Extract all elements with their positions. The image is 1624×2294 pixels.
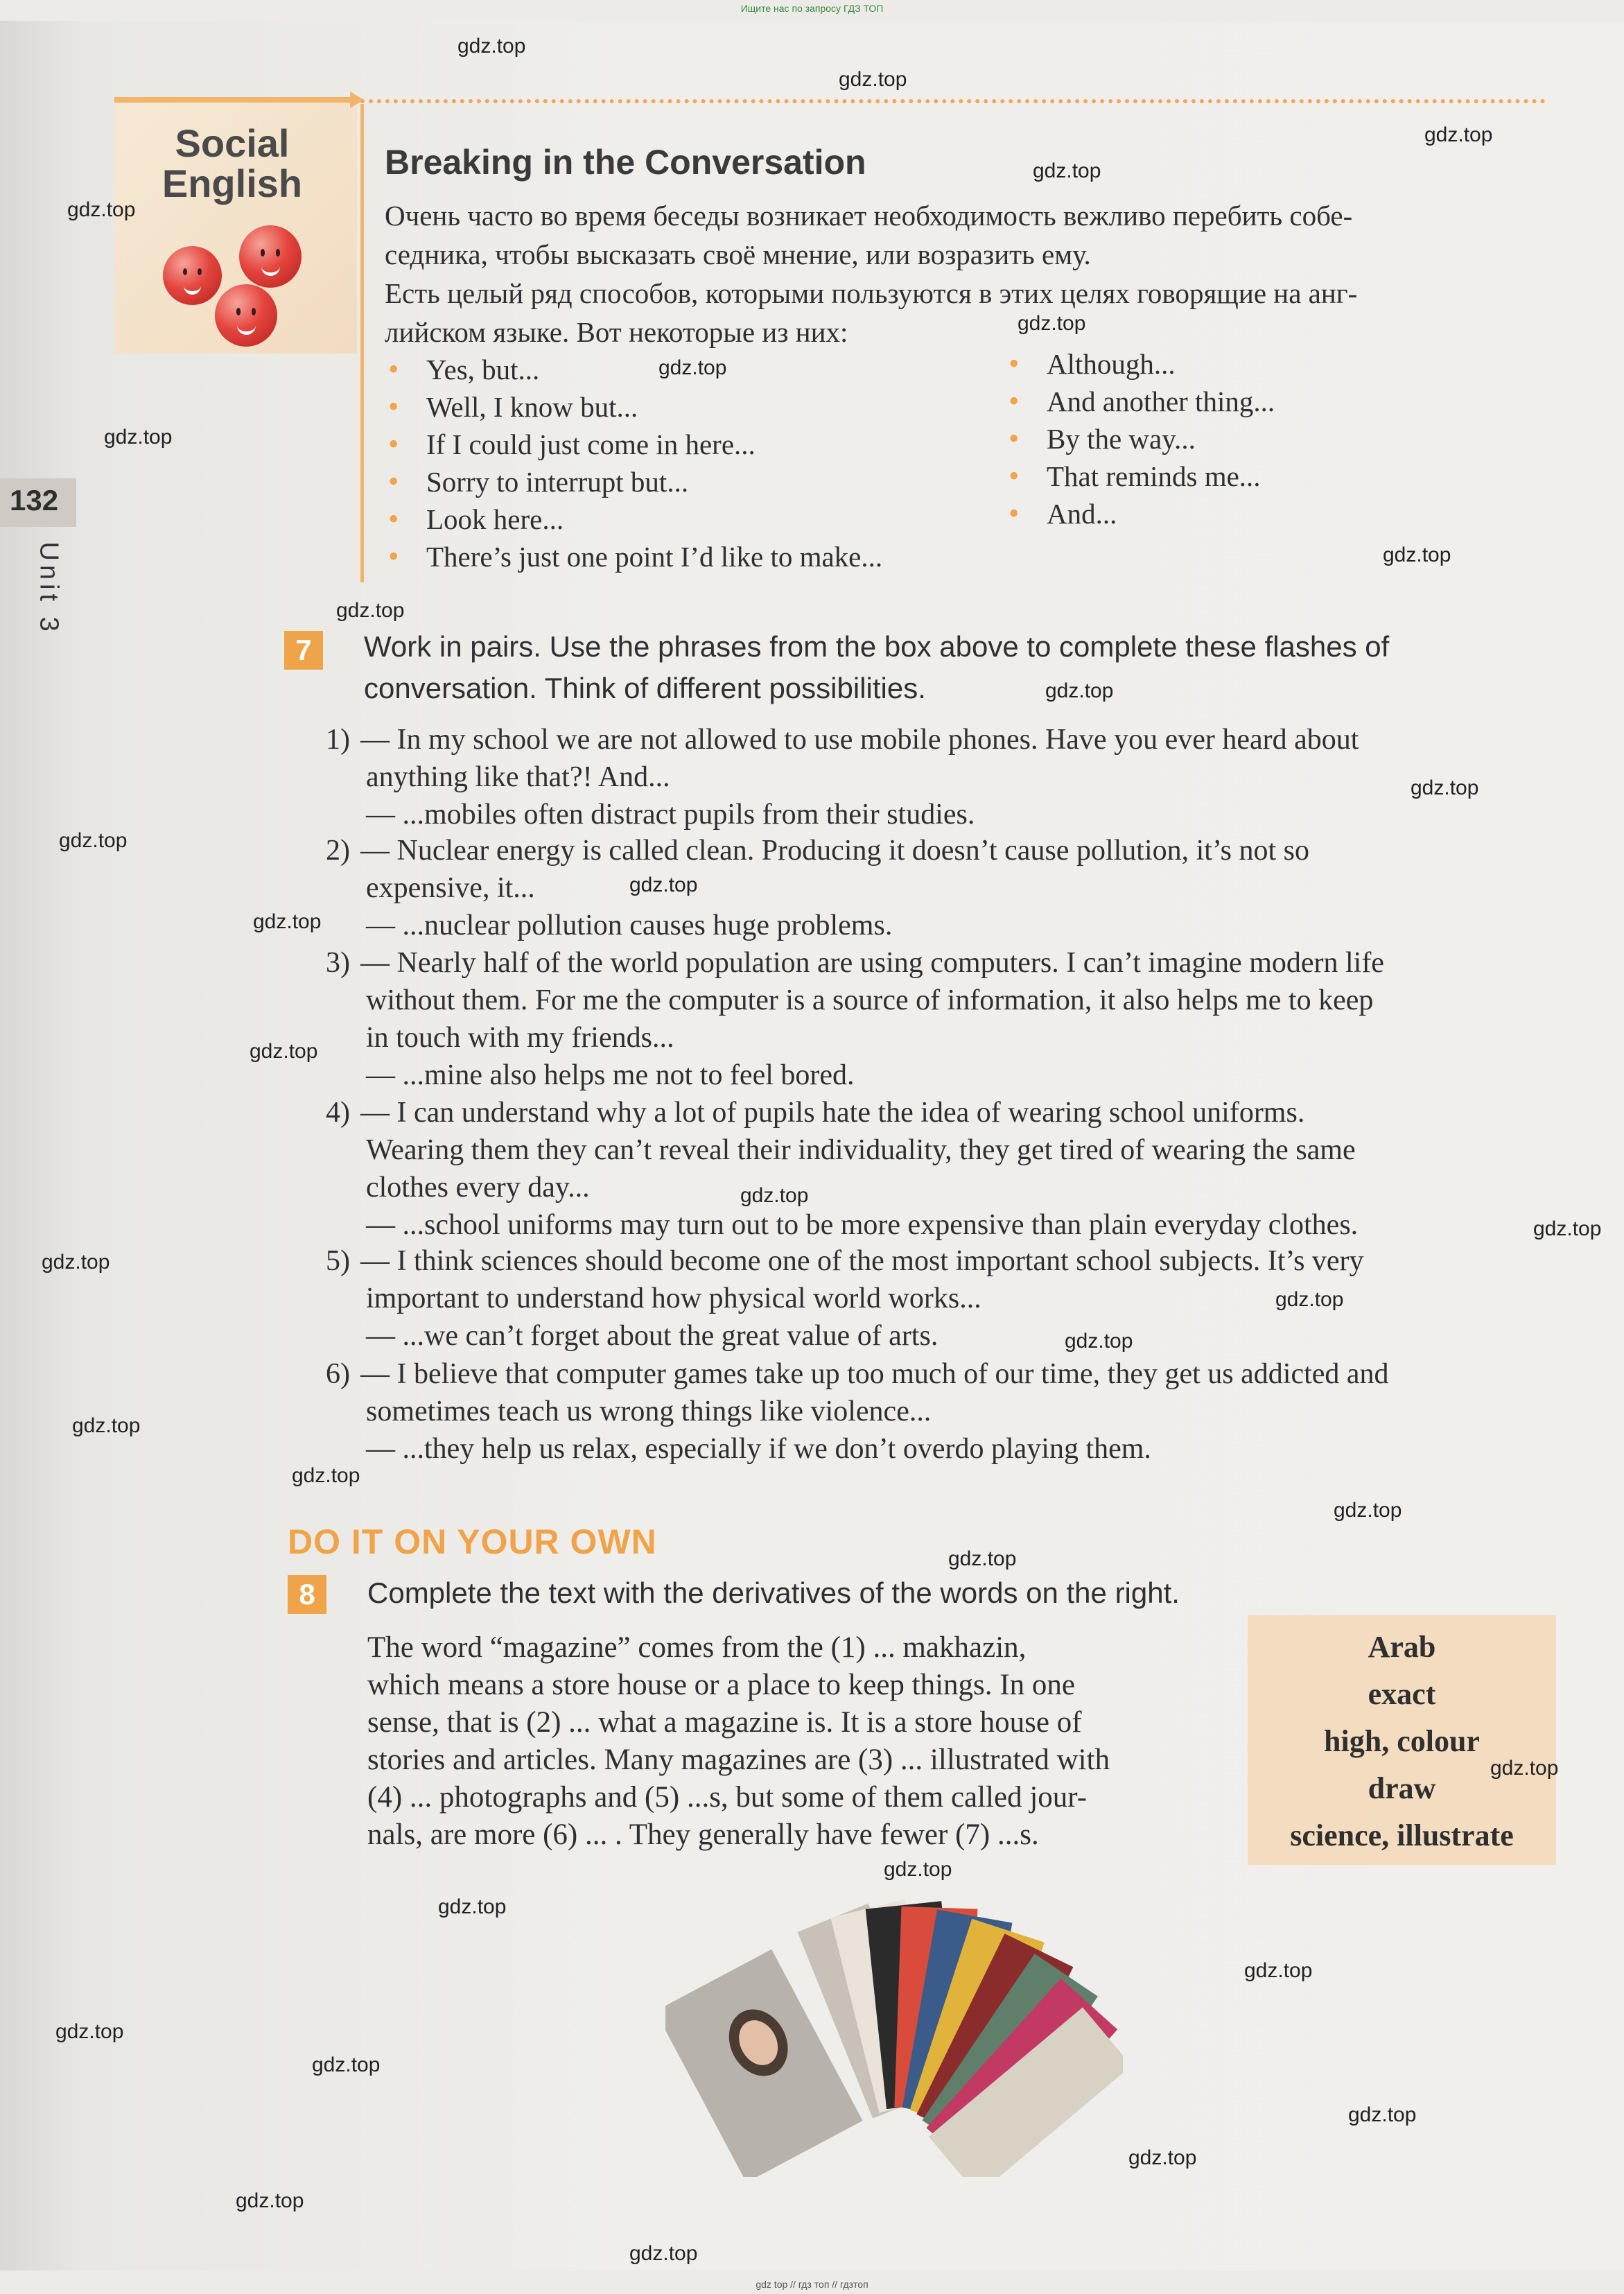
page-number-tab: 132 [0, 478, 76, 527]
list-item: • Sorry to interrupt but... [385, 463, 882, 501]
watermark: gdz.top [1348, 2103, 1417, 2126]
task-number-badge: 7 [284, 631, 323, 670]
exercise-item: 1) — In my school we are not allowed to use mobile phones. Have you ever heard about anything like that?! And... — ...mobiles often distract pupils from their studies. [326, 724, 1359, 831]
smiley-face-icon [163, 246, 222, 305]
list-item: • There’s just one point I’d like to make... [385, 538, 882, 575]
list-item: • Although... [1005, 345, 1275, 383]
watermark: gdz.top [42, 1251, 110, 1274]
exercise-item: 6) — I believe that computer games take up too much of our time, they get us addicted and sometimes teach us wrong things like violence... — ...they help us relax, especially if we don’t overdo playing them. [326, 1358, 1389, 1465]
smiley-face-icon [239, 225, 302, 288]
bottom-link[interactable]: gdz top // гдз топ // гдзтоп [756, 2279, 868, 2290]
badge-top-bar [114, 97, 357, 103]
watermark: gdz.top [312, 2053, 381, 2076]
do-it-on-your-own-heading: DO IT ON YOUR OWN [288, 1522, 657, 1561]
exercise-item: 4) — I can understand why a lot of pupils hate the idea of wearing school uniforms. Wearing them they can’t reveal their individuality, they get tired of wearing the same clothes every day... — ...school uniforms may turn out to be more expensive than plain everyday clothes. [326, 1097, 1359, 1241]
watermark: gdz.top [1045, 679, 1114, 702]
watermark: gdz.top [1275, 1288, 1344, 1311]
watermark: gdz.top [629, 874, 698, 896]
section-heading: Breaking in the Conversation [385, 143, 866, 182]
watermark: gdz.top [67, 198, 136, 221]
word: high, colour [1324, 1724, 1480, 1758]
list-item: • Look here... [385, 501, 882, 538]
phrase-list-right [1005, 345, 1275, 532]
list-item: • Yes, but... [385, 351, 882, 388]
list-item: • And another thing... [1005, 383, 1275, 420]
watermark: gdz.top [1490, 1757, 1559, 1780]
task-instruction: Complete the text with the derivatives of the words on the right. [367, 1576, 1180, 1609]
watermark: gdz.top [740, 1184, 809, 1207]
list-item: • If I could just come in here... [385, 426, 882, 463]
watermark: gdz.top [1334, 1499, 1402, 1522]
box-left-border [360, 104, 364, 582]
watermark: gdz.top [839, 68, 907, 91]
watermark: gdz.top [253, 910, 322, 933]
watermark: gdz.top [1128, 2146, 1197, 2169]
task-instruction: Work in pairs. Use the phrases from the box above to complete these flashes of conversation. Think of different possibilities. [364, 630, 1390, 704]
watermark: gdz.top [948, 1547, 1017, 1570]
list-item: • Well, I know but... [385, 388, 882, 426]
magazine-paragraph: The word “magazine” comes from the (1) ... makhazin, which means a store house or a place to keep things. In one sense, that is (2) ... what a magazine is. It is a store house of stories and articles. Many magazines are (3) ... illustrated with (4) ... photographs and (5) ...s, but some of them called jour- nals, are more (6) ... . They generally have fewer (7) ...s. [367, 1631, 1110, 1851]
watermark: gdz.top [1383, 544, 1451, 566]
word-box [1248, 1615, 1559, 1865]
watermark: gdz.top [104, 426, 173, 449]
list-item: • That reminds me... [1005, 458, 1275, 495]
watermark: gdz.top [1065, 1330, 1133, 1353]
social-english-title: Social English [161, 121, 303, 205]
watermark: gdz.top [336, 599, 405, 622]
watermark: gdz.top [1533, 1217, 1602, 1240]
unit-label: Unit 3 [34, 541, 64, 636]
watermark: gdz.top [236, 2189, 304, 2212]
exercise-item: 2) — Nuclear energy is called clean. Producing it doesn’t cause pollution, it’s not so expensive, it... — ...nuclear pollution causes huge problems. [326, 835, 1309, 941]
watermark: gdz.top [884, 1858, 952, 1881]
watermark: gdz.top [59, 829, 128, 852]
watermark: gdz.top [250, 1040, 318, 1063]
intro-text: Очень часто во время беседы возникает необходимость вежливо перебить собе- седника, чтобы высказать своё мнение, или возразить ему. Есть целый ряд способов, которыми пользуются в этих целях говорящие на анг- лийском языке. Вот некоторые из них: [385, 200, 1358, 348]
watermark: gdz.top [1424, 123, 1493, 146]
word: science, illustrate [1290, 1818, 1514, 1852]
list-item: • By the way... [1005, 420, 1275, 458]
watermark: gdz.top [457, 35, 526, 58]
list-item: • And... [1005, 495, 1275, 532]
word: exact [1368, 1677, 1436, 1711]
smiley-face-icon [215, 284, 277, 347]
watermark: gdz.top [72, 1414, 141, 1437]
watermark: gdz.top [292, 1464, 360, 1487]
watermark: gdz.top [438, 1895, 507, 1918]
watermark: gdz.top [1018, 312, 1086, 335]
magazines-illustration [665, 1886, 1123, 2177]
task-number-badge: 8 [288, 1575, 326, 1614]
watermark: gdz.top [1033, 159, 1101, 182]
watermark: gdz.top [629, 2242, 698, 2265]
phrase-list-left [385, 351, 882, 575]
watermark: gdz.top [55, 2020, 124, 2043]
watermark: gdz.top [1244, 1959, 1313, 1982]
watermark: gdz.top [658, 356, 727, 379]
section-divider [360, 99, 1546, 103]
word: Arab [1368, 1630, 1436, 1664]
exercise-item: 5) — I think sciences should become one of the most important school subjects. It’s very important to understand how physical world works... — ...we can’t forget about the great value of arts. [326, 1245, 1364, 1352]
word: draw [1368, 1771, 1436, 1805]
top-search-link[interactable]: Ищите нас по запросу ГДЗ ТОП [740, 3, 884, 14]
watermark: gdz.top [1411, 776, 1479, 799]
exercise-item: 3) — Nearly half of the world population are using computers. I can’t imagine modern life without them. For me the computer is a source of information, it also helps me to keep in touch with my friends... — ...mine also helps me not to feel bored. [326, 947, 1384, 1091]
